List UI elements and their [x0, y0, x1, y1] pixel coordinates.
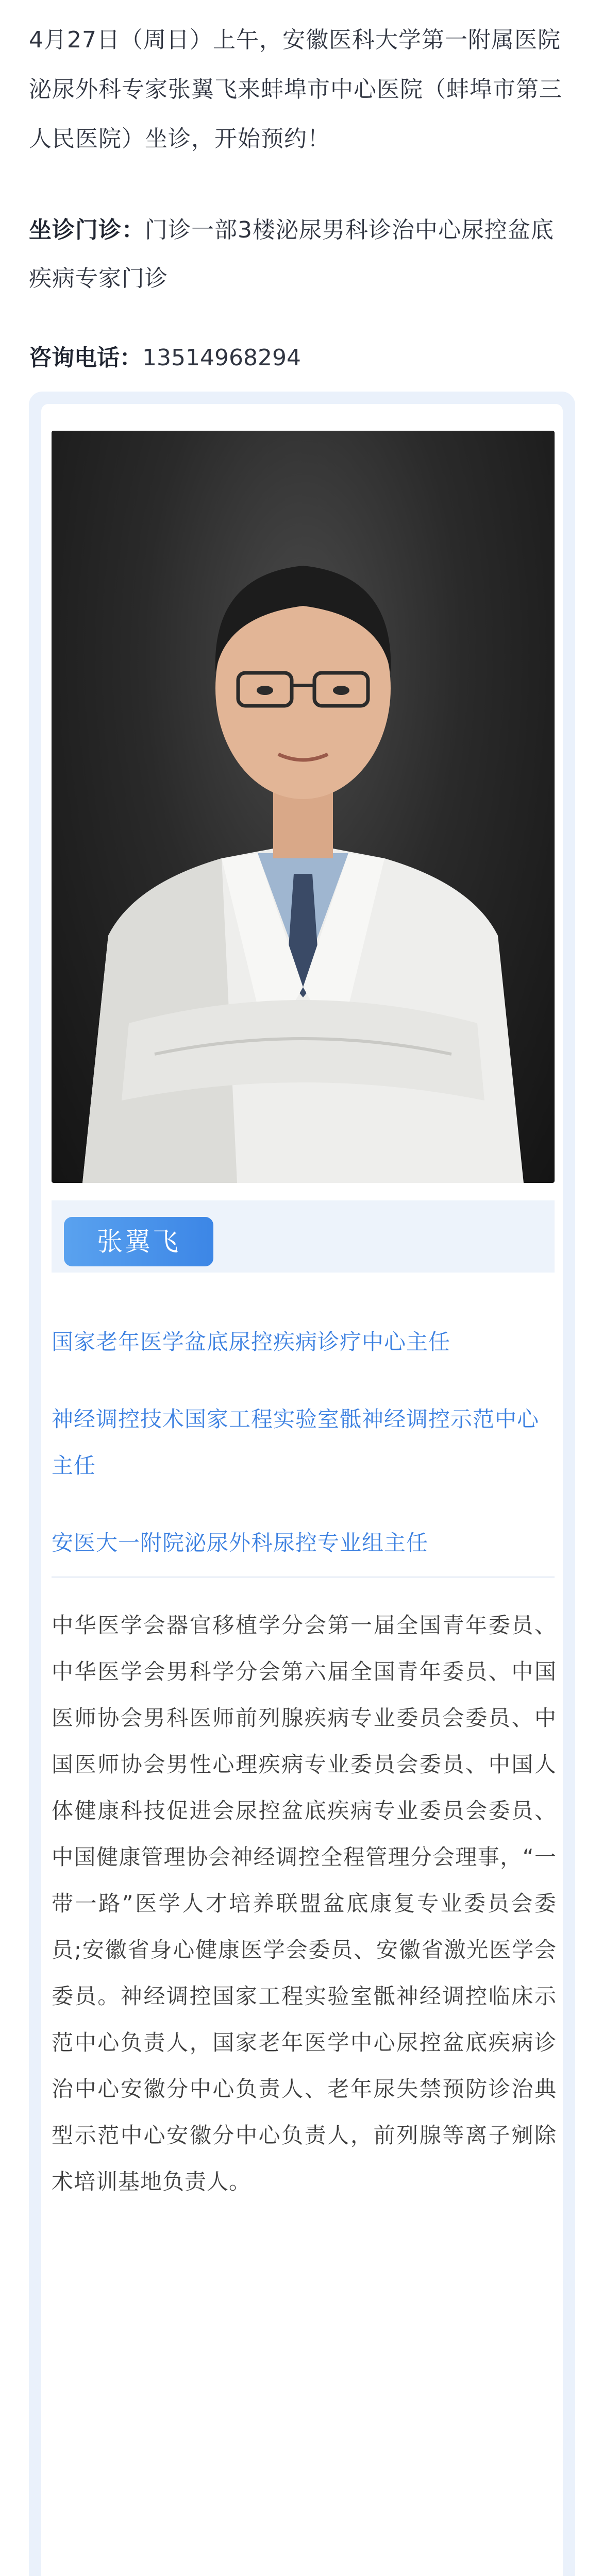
doctor-portrait-illustration: [52, 431, 555, 1183]
doctor-name-tag: 张翼飞: [64, 1217, 213, 1266]
title-item: 安医大一附院泌尿外科尿控专业组主任: [52, 1530, 429, 1555]
title-item: 神经调控技术国家工程实验室骶神经调控示范中心主任: [52, 1406, 540, 1478]
clinic-label: 坐诊门诊：: [29, 217, 145, 243]
phone-label: 咨询电话：: [29, 345, 142, 371]
title-item: 国家老年医学盆底尿控疾病诊疗中心主任: [52, 1329, 451, 1354]
doctor-photo: [52, 431, 555, 1183]
phone-info: [29, 334, 575, 382]
clinic-info: [29, 206, 575, 303]
phone-value[interactable]: 13514968294: [142, 345, 301, 371]
clinic-value: 门诊一部3楼泌尿男科诊治中心尿控盆底疾病专家门诊: [29, 217, 554, 292]
intro-paragraph: 4月27日（周日）上午，安徽医科大学第一附属医院泌尿外科专家张翼飞来蚌埠市中心医院（蚌埠市第三人民医院）坐诊，开始预约！: [29, 27, 562, 152]
divider: [52, 1577, 555, 1578]
memberships-paragraph: 中华医学会器官移植学分会第一届全国青年委员、中华医学会男科学分会第六届全国青年委员、中国医师协会男科医师前列腺疾病专业委员会委员、中国医师协会男性心理疾病专业委员会委员、中国人体健康科技促进会尿控盆底疾病专业委员会委员、中国健康管理协会神经调控全程管理分会理事，“一带一路”医学人才培养联盟盆底康复专业委员会委员;安徽省身心健康医学会委员、安徽省激光医学会委员。神经调控国家工程实验室骶神经调控临床示范中心负责人，国家老年医学中心尿控盆底疾病诊治中心安徽分中心负责人、老年尿失禁预防诊治典型示范中心安徽分中心负责人，前列腺等离子剜除术培训基地负责人。: [52, 1613, 557, 2194]
doctor-titles: [52, 1319, 557, 1597]
